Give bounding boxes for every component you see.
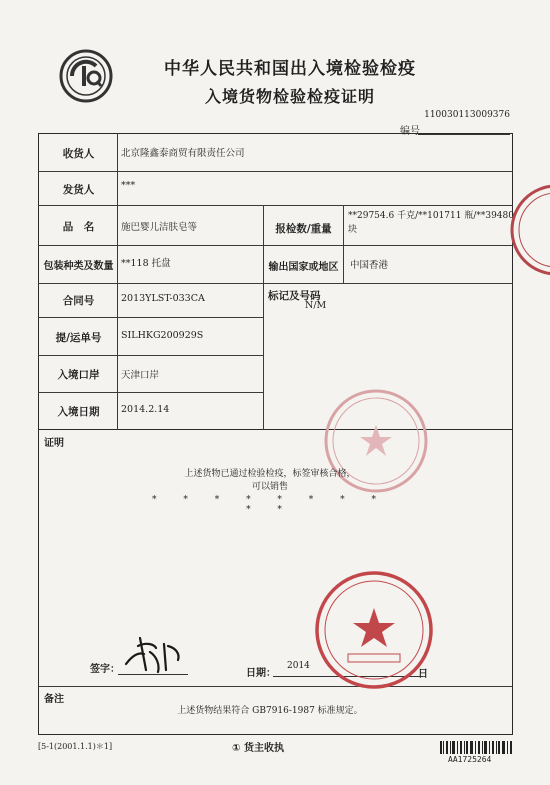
signature-underline <box>118 674 188 675</box>
copy-label: ① 货主收执 <box>232 743 284 754</box>
bill-of-lading-value: SILHKG200929S <box>121 330 204 341</box>
barcode-icon <box>440 741 512 754</box>
handwritten-signature-icon <box>120 630 190 680</box>
certificate-text-line2: 可以销售 <box>251 482 288 492</box>
marks-value: N/M <box>305 300 327 311</box>
consignor-label: 发货人 <box>62 184 95 196</box>
product-value: 施巴婴儿洁肤皂等 <box>121 222 198 233</box>
form-code: [5-1(2001.1.1)＊1] <box>38 742 113 751</box>
row-divider <box>38 171 513 172</box>
origin-label: 输出国家或地区 <box>268 262 339 273</box>
ciq-logo-icon <box>58 48 114 104</box>
document-subtitle: 入境货物检验检疫证明 <box>204 87 375 106</box>
number-label: 编号 <box>400 126 420 137</box>
contract-label: 合同号 <box>62 295 95 307</box>
official-inspection-seal-icon <box>312 568 436 692</box>
document-title: 中华人民共和国出入境检验检疫 <box>164 59 416 79</box>
row-divider <box>38 317 263 318</box>
goods-info-table <box>38 133 513 430</box>
row-divider <box>38 245 513 246</box>
entry-date-value: 2014.2.14 <box>121 404 170 415</box>
entry-port-value: 天津口岸 <box>121 370 160 381</box>
row-divider <box>38 205 513 206</box>
bill-of-lading-label: 提/运单号 <box>55 332 102 344</box>
quantity-label: 报检数/重量 <box>275 223 332 235</box>
consignee-value: 北京隆鑫泰商贸有限责任公司 <box>121 148 245 159</box>
packing-value: **118 托盘 <box>121 258 171 269</box>
row-divider <box>38 283 513 284</box>
row-divider <box>38 392 263 393</box>
serial-number: AA1725264 <box>448 755 492 764</box>
entry-date-label: 入境日期 <box>57 406 100 418</box>
contract-value: 2013YLST-033CA <box>121 293 205 304</box>
row-divider <box>38 355 263 356</box>
quantity-value-line1: **29754.6 千克/**101711 瓶/**39480 <box>348 211 514 221</box>
issue-date-day-label: 日 <box>418 669 428 680</box>
certificate-text-line1: 上述货物已通过检验检疫，标签审核合格， <box>184 469 356 479</box>
remarks-title: 备注 <box>44 694 64 705</box>
document-number: 110030113009376 <box>424 110 510 120</box>
consignee-label: 收货人 <box>62 148 95 160</box>
certificate-stars: * * * * * * * * * * <box>151 495 389 515</box>
consignor-value: *** <box>121 180 136 191</box>
entry-port-label: 入境口岸 <box>57 369 100 381</box>
column-divider <box>343 205 344 283</box>
issue-date-label: 日期： <box>246 668 276 679</box>
marks-label: 标记及号码 <box>268 290 321 302</box>
origin-value: 中国香港 <box>350 260 389 271</box>
quantity-value-line2: 块 <box>348 225 358 235</box>
remarks-text: 上述货物结果符合 GB7916-1987 标准规定。 <box>177 706 363 716</box>
signature-label: 签字： <box>90 664 120 675</box>
product-label: 品 名 <box>62 221 95 233</box>
issue-date-year: 2014 <box>287 661 310 671</box>
edge-seal-partial-icon <box>508 175 550 285</box>
column-divider <box>263 205 264 430</box>
certificate-title: 证明 <box>44 438 64 449</box>
packing-label: 包装种类及数量 <box>43 261 114 272</box>
column-divider <box>117 133 118 430</box>
